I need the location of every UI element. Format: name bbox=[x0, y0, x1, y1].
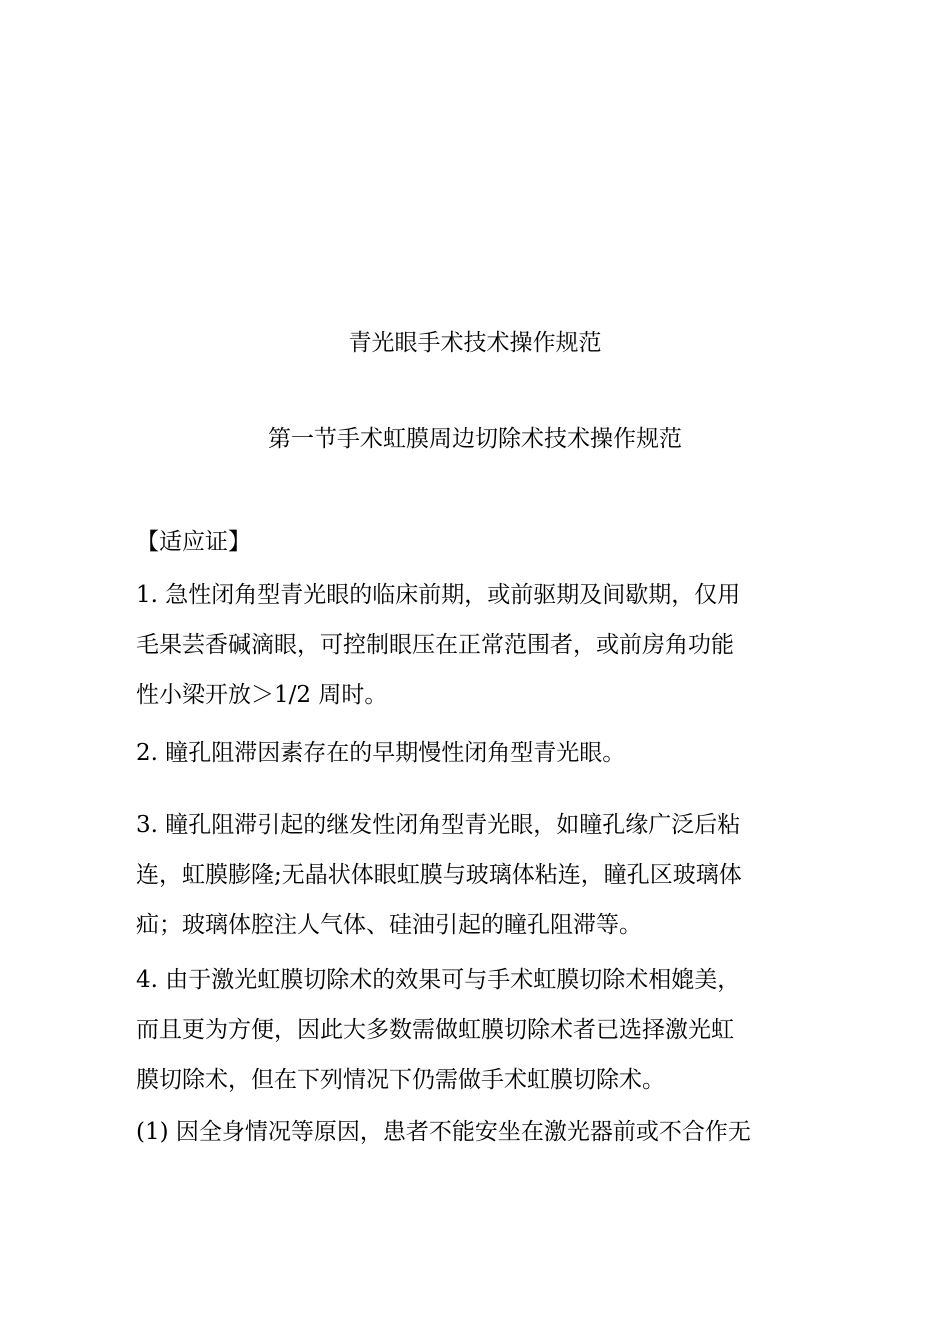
paragraph-line: 3. 瞳孔阻滞引起的继发性闭角型青光眼，如瞳孔缘广泛后粘 bbox=[136, 812, 741, 838]
paragraph-line: 膜切除术，但在下列情况下仍需做手术虹膜切除术。 bbox=[136, 1067, 665, 1093]
paragraph-line: 2. 瞳孔阻滞因素存在的早期慢性闭角型青光眼。 bbox=[136, 740, 626, 766]
paragraph-line: 性小梁开放＞1/2 周时。 bbox=[136, 682, 388, 708]
paragraph-line: 而且更为方便，因此大多数需做虹膜切除术者已选择激光虹 bbox=[136, 1017, 734, 1043]
document-title: 青光眼手术技术操作规范 bbox=[348, 330, 602, 356]
indications-heading: 【适应证】 bbox=[136, 529, 251, 555]
section-title: 第一节手术虹膜周边切除术技术操作规范 bbox=[268, 426, 682, 452]
paragraph-line: (1) 因全身情况等原因，患者不能安坐在激光器前或不合作无 bbox=[136, 1119, 751, 1145]
paragraph-line: 疝；玻璃体腔注人气体、硅油引起的瞳孔阻滞等。 bbox=[136, 912, 642, 938]
paragraph-line: 连，虹膜膨隆;无晶状体眼虹膜与玻璃体粘连，瞳孔区玻璃体 bbox=[136, 862, 742, 888]
paragraph-line: 4. 由于激光虹膜切除术的效果可与手术虹膜切除术相媲美， bbox=[136, 967, 741, 993]
paragraph-line: 毛果芸香碱滴眼，可控制眼压在正常范围者，或前房角功能 bbox=[136, 632, 734, 658]
paragraph-line: 1. 急性闭角型青光眼的临床前期，或前驱期及间歇期，仅用 bbox=[136, 582, 741, 608]
